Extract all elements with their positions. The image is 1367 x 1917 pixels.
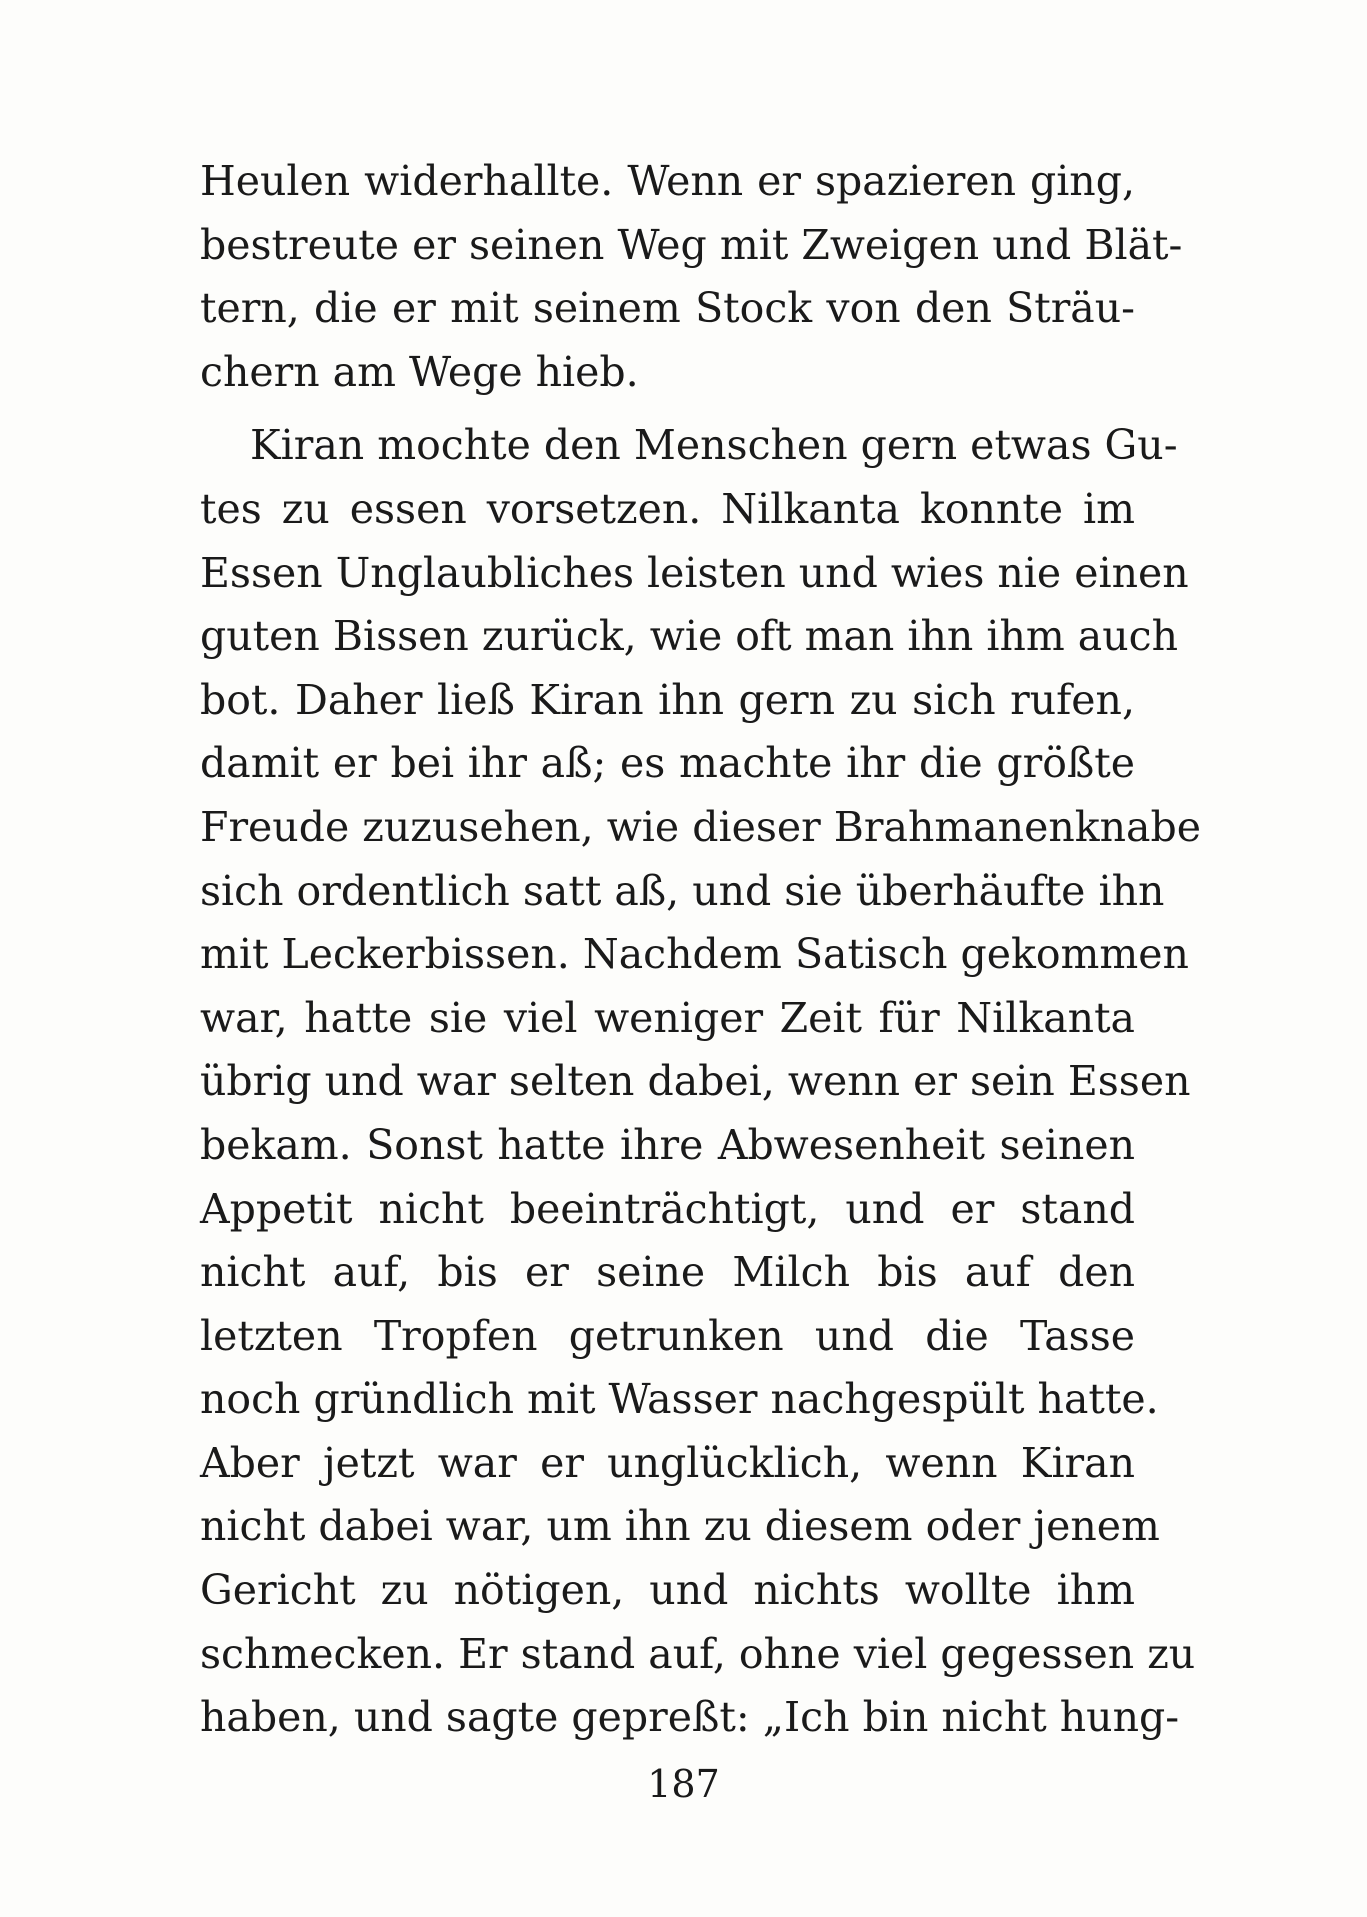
text-line: tes zu essen vorsetzen. Nilkanta konnte im — [200, 484, 1135, 533]
text-line: mit Leckerbissen. Nachdem Satisch gekommen — [200, 930, 1189, 979]
text-line: noch gründlich mit Wasser nachgespült hatte. — [200, 1375, 1159, 1424]
text-line: nicht auf, bis er seine Milch bis auf den — [200, 1248, 1135, 1297]
text-line: Essen Unglaubliches leisten und wies nie einen — [200, 548, 1189, 597]
body-text — [200, 150, 1201, 1750]
text-line: letzten Tropfen getrunken und die Tasse — [200, 1311, 1135, 1360]
text-line: war, hatte sie viel weniger Zeit für Nilkanta — [200, 993, 1135, 1042]
text-line: haben, und sagte gepreßt: „Ich bin nicht hung- — [200, 1693, 1180, 1742]
text-line: Appetit nicht beeinträchtigt, und er stand — [200, 1184, 1135, 1233]
text-line: schmecken. Er stand auf, ohne viel gegessen zu — [200, 1629, 1196, 1678]
text-line: Freude zuzusehen, wie dieser Brahmanenknabe — [200, 802, 1201, 851]
text-line: bekam. Sonst hatte ihre Abwesenheit seinen — [200, 1120, 1135, 1169]
text-line: chern am Wege hieb. — [200, 347, 639, 396]
text-line: bestreute er seinen Weg mit Zweigen und Blät- — [200, 220, 1183, 269]
text-line: nicht dabei war, um ihn zu diesem oder jenem — [200, 1502, 1160, 1551]
text-line: Heulen widerhallte. Wenn er spazieren ging, — [200, 157, 1135, 205]
text-line: guten Bissen zurück, wie oft man ihn ihm auch — [200, 612, 1178, 661]
text-line: bot. Daher ließ Kiran ihn gern zu sich rufen, — [200, 675, 1135, 724]
page-number: 187 — [647, 1762, 720, 1806]
text-line: sich ordentlich satt aß, und sie überhäufte ihn — [200, 866, 1165, 915]
text-line: Kiran mochte den Menschen gern etwas Gu- — [250, 421, 1178, 470]
text-line: Gericht zu nötigen, und nichts wollte ihm — [200, 1566, 1135, 1615]
text-line: damit er bei ihr aß; es machte ihr die größte — [200, 739, 1135, 788]
text-line: übrig und war selten dabei, wenn er sein Essen — [200, 1057, 1191, 1106]
text-line: Aber jetzt war er unglücklich, wenn Kiran — [200, 1438, 1135, 1487]
text-line: tern, die er mit seinem Stock von den Sträu- — [200, 284, 1135, 333]
